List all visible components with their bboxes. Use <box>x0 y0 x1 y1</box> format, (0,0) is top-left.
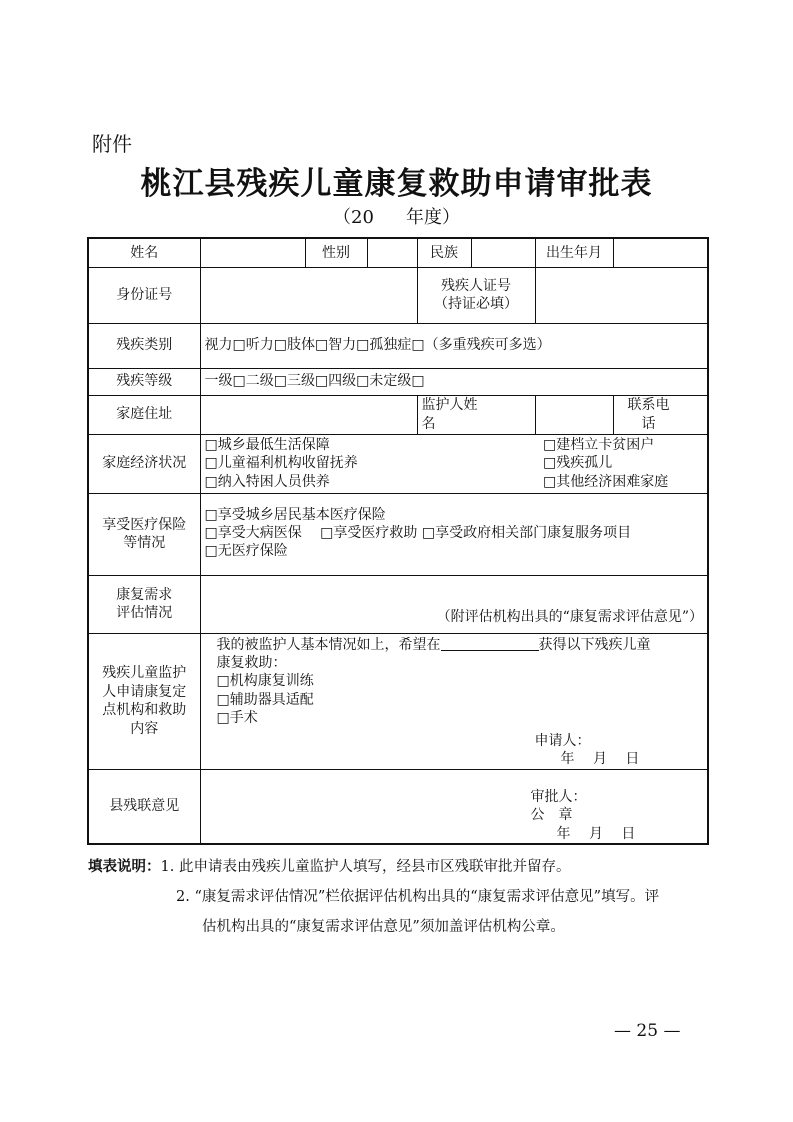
approval-date[interactable]: 年 月 日 <box>556 825 636 842</box>
guardian-field[interactable] <box>535 395 613 434</box>
disability-cert-field[interactable] <box>535 267 708 323</box>
official-seal: 公 章 <box>530 807 573 824</box>
medical-option[interactable]: □享受大病医保 □享受医疗救助 □享受政府相关部门康复服务项目 <box>204 524 632 541</box>
instructions-heading: 填表说明： <box>88 859 161 875</box>
application-label-line1: 残疾儿童监护 <box>102 665 187 682</box>
id-number-field[interactable] <box>200 267 417 323</box>
medical-option[interactable]: □享受城乡居民基本医疗保险 <box>204 506 386 523</box>
economic-option[interactable]: □纳入特困人员供养 <box>204 473 330 490</box>
row-grade <box>88 368 708 395</box>
application-intro-b: 获得以下残疾儿童 <box>538 636 651 653</box>
medical-option[interactable]: □无医疗保险 <box>204 543 288 560</box>
row-category <box>88 323 708 368</box>
county-opinion-content <box>200 769 708 844</box>
economic-option[interactable]: □城乡最低生活保障 <box>204 436 330 453</box>
application-intro <box>217 636 702 654</box>
approver-signature[interactable]: 审批人： <box>530 788 587 805</box>
application-label-line4: 内容 <box>130 720 159 737</box>
ethnicity-label: 民族 <box>417 238 471 267</box>
instruction-line <box>88 852 708 882</box>
economic-line <box>205 473 704 491</box>
rehab-needs-note: （附评估机构出具的“康复需求评估意见”） <box>436 609 703 626</box>
guardian-label-line2: 名 <box>421 415 436 432</box>
medical-label-line2: 等情况 <box>123 535 166 551</box>
disability-cert-label <box>417 267 535 323</box>
contact-label <box>613 395 708 434</box>
guardian-label-line1: 监护人姓 <box>421 397 478 414</box>
row-address <box>88 395 708 434</box>
economic-option[interactable]: □其他经济困难家庭 <box>543 473 669 490</box>
application-label <box>88 633 200 769</box>
economic-label: 家庭经济状况 <box>88 434 200 493</box>
instruction-item: 1. 此申请表由残疾儿童监护人填写，经县市区残联审批并留存。 <box>160 859 571 875</box>
id-number-label: 身份证号 <box>88 267 200 323</box>
form-year <box>0 203 793 229</box>
birth-label: 出生年月 <box>535 238 613 267</box>
row-economic <box>88 434 708 493</box>
contact-label-line2: 话 <box>641 415 656 432</box>
row-rehab-needs <box>88 575 708 633</box>
name-label: 姓名 <box>88 238 200 267</box>
economic-options <box>200 434 708 493</box>
disability-cert-label-line1: 残疾人证号 <box>441 277 511 294</box>
application-option[interactable]: □手术 <box>216 710 258 727</box>
applicant-signature[interactable]: 申请人： <box>534 732 591 749</box>
grade-label: 残疾等级 <box>88 368 200 395</box>
application-option[interactable]: □机构康复训练 <box>216 673 314 690</box>
name-field[interactable] <box>200 238 305 267</box>
instruction-item: 估机构出具的“康复需求评估意见”须加盖评估机构公章。 <box>202 919 565 935</box>
contact-label-line1: 联系电 <box>627 397 670 414</box>
rehab-needs-label <box>88 575 200 633</box>
economic-line <box>205 454 704 472</box>
economic-option[interactable]: □儿童福利机构收留抚养 <box>204 455 358 472</box>
gender-label: 性别 <box>305 238 367 267</box>
row-basic-info <box>88 238 708 267</box>
medical-label-line1: 享受医疗保险 <box>102 516 187 533</box>
guardian-label <box>417 395 535 434</box>
filling-instructions <box>88 852 708 942</box>
row-county-opinion <box>88 769 708 844</box>
gender-field[interactable] <box>367 238 417 267</box>
page-number: — 25 — <box>614 1021 681 1041</box>
institution-blank[interactable] <box>441 636 539 651</box>
rehab-needs-field[interactable] <box>200 575 708 633</box>
birth-field[interactable] <box>613 238 708 267</box>
row-id <box>88 267 708 323</box>
form-title: 桃江县残疾儿童康复救助申请审批表 <box>140 166 653 202</box>
rehab-needs-label-line2: 评估情况 <box>116 605 173 621</box>
application-intro-a: 我的被监护人基本情况如上，希望在 <box>216 636 441 653</box>
category-label: 残疾类别 <box>88 323 200 368</box>
application-form-table <box>87 237 709 845</box>
row-application <box>88 633 708 769</box>
economic-line <box>205 436 704 454</box>
year-open: （20 <box>333 207 374 228</box>
medical-label <box>88 493 200 575</box>
instruction-item: 2. “康复需求评估情况”栏依据评估机构出具的“康复需求评估意见”填写。评 <box>176 889 660 905</box>
application-content <box>200 633 708 769</box>
economic-option[interactable]: □残疾孤儿 <box>543 455 613 472</box>
ethnicity-field[interactable] <box>471 238 535 267</box>
application-label-line2: 人申请康复定 <box>102 683 187 700</box>
year-close: 年度） <box>405 207 460 228</box>
economic-option[interactable]: □建档立卡贫困户 <box>543 436 655 453</box>
category-options[interactable]: 视力□听力□肢体□智力□孤独症□（多重残疾可多选） <box>200 323 708 368</box>
application-date[interactable]: 年 月 日 <box>560 751 640 768</box>
application-label-line3: 点机构和救助 <box>102 702 187 719</box>
medical-options <box>200 493 708 575</box>
rehab-needs-label-line1: 康复需求 <box>116 586 173 603</box>
application-intro-c: 康复救助： <box>216 654 287 671</box>
address-field[interactable] <box>200 395 417 434</box>
address-label: 家庭住址 <box>88 395 200 434</box>
county-opinion-label: 县残联意见 <box>88 769 200 844</box>
grade-options[interactable]: 一级□二级□三级□四级□未定级□ <box>200 368 708 395</box>
attachment-label: 附件 <box>92 132 132 156</box>
row-medical <box>88 493 708 575</box>
application-option[interactable]: □辅助器具适配 <box>216 691 314 708</box>
disability-cert-label-line2: （持证必填） <box>434 296 518 312</box>
